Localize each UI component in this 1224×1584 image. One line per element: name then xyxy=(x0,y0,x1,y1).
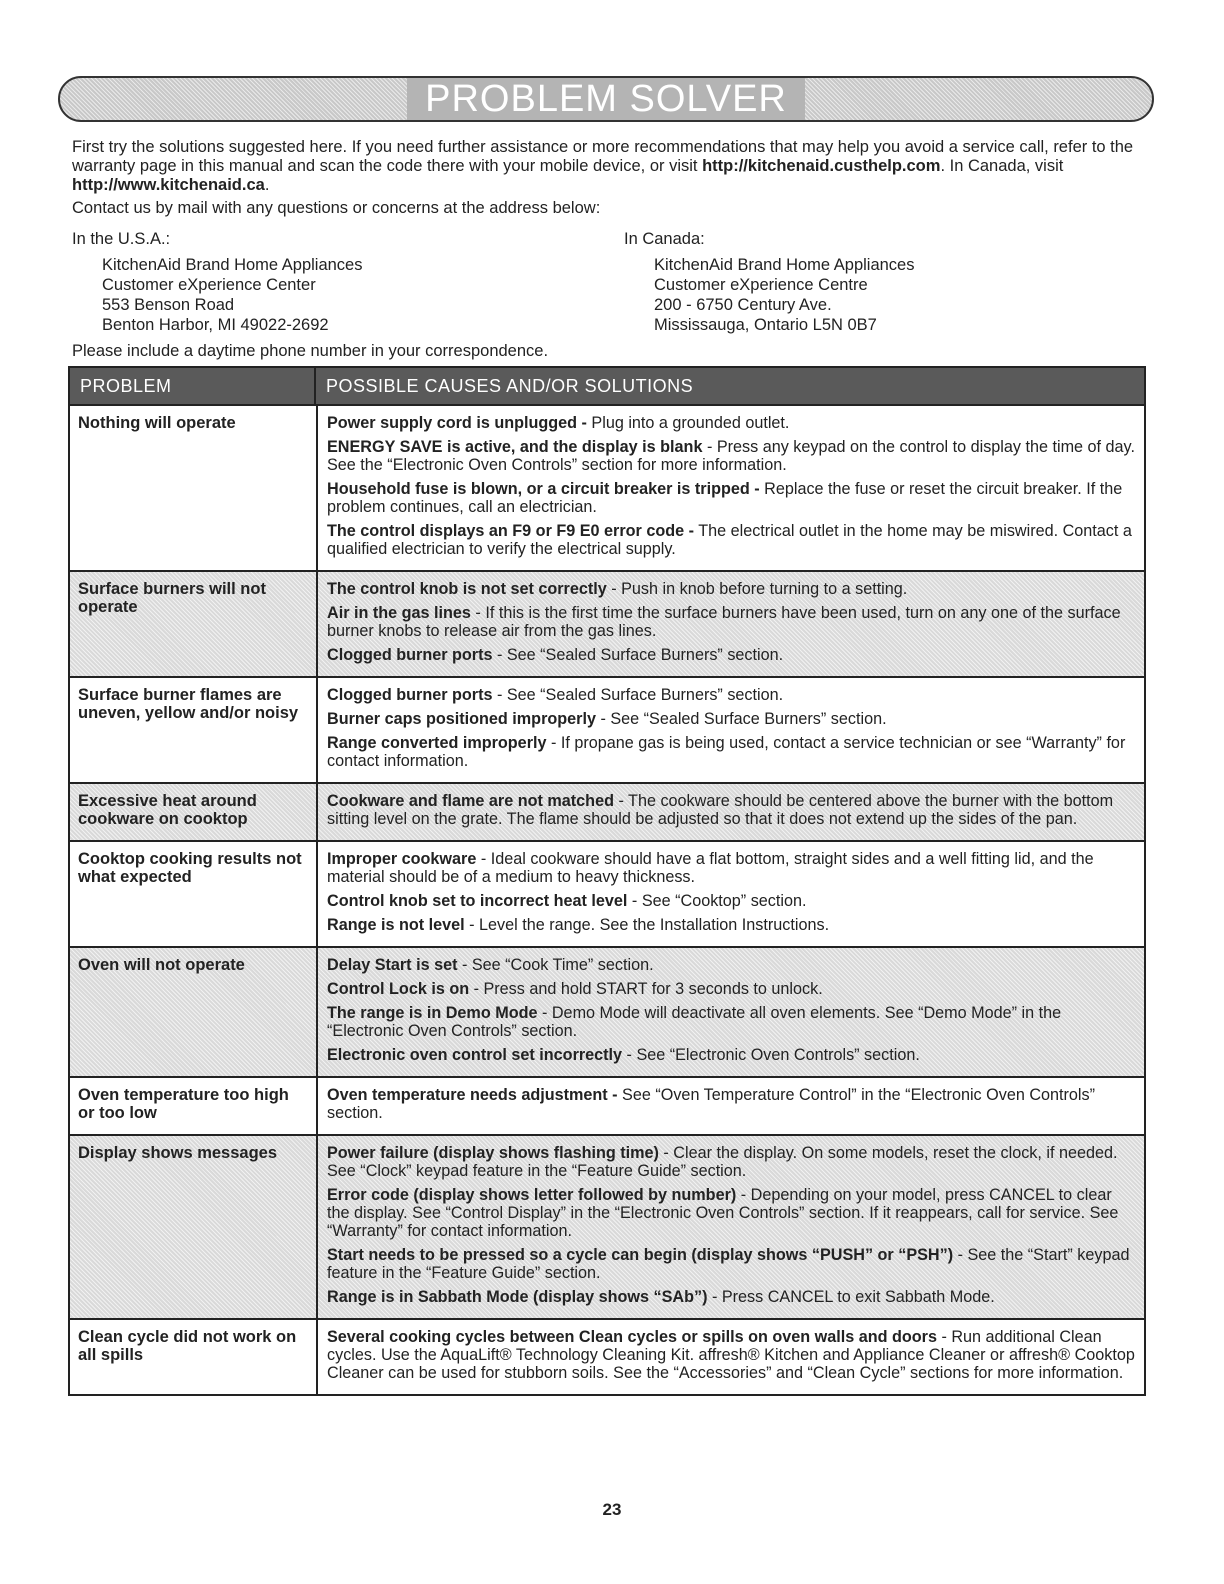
solutions-cell xyxy=(318,948,1144,1076)
solution-item xyxy=(327,850,1136,886)
cause-label: Delay Start is set xyxy=(327,956,458,974)
problem-cell: Cooktop cooking results not what expected xyxy=(70,842,318,946)
title-banner xyxy=(58,76,1154,122)
canada-heading: In Canada: xyxy=(624,230,705,248)
solutions-cell xyxy=(318,406,1144,570)
solution-item xyxy=(327,604,1136,640)
solution-item xyxy=(327,522,1136,558)
problem-cell: Display shows messages xyxy=(70,1136,318,1318)
solution-item xyxy=(327,414,1136,432)
cause-label: Range is in Sabbath Mode (display shows “SAb”) xyxy=(327,1288,708,1306)
cause-label: Power supply cord is unplugged - xyxy=(327,414,587,432)
usa-address xyxy=(102,255,363,335)
solutions-cell xyxy=(318,842,1144,946)
canada-address-line: KitchenAid Brand Home Appliances xyxy=(654,256,915,274)
table-row xyxy=(70,570,1144,676)
solution-text: - Demo Mode will deactivate all oven elements. See “Demo Mode” in the “Electronic Oven Controls” section. xyxy=(327,1004,1062,1040)
solution-text: - Push in knob before turning to a setting. xyxy=(606,580,908,598)
solution-item xyxy=(327,580,1136,598)
solution-text: - See “Sealed Surface Burners” section. xyxy=(492,686,784,704)
intro-text-c: . xyxy=(264,176,270,194)
problem-cell: Oven temperature too high or too low xyxy=(70,1078,318,1134)
solution-text: - See “Electronic Oven Controls” section. xyxy=(622,1046,920,1064)
cause-label: Control knob set to incorrect heat level xyxy=(327,892,628,910)
cause-label: The control displays an F9 or F9 E0 error code - xyxy=(327,522,695,540)
solutions-cell xyxy=(318,1320,1144,1394)
solution-item xyxy=(327,1328,1136,1382)
phone-note: Please include a daytime phone number in your correspondence. xyxy=(72,342,549,360)
solution-item xyxy=(327,1246,1136,1282)
cause-label: Power failure (display shows flashing time) xyxy=(327,1144,659,1162)
cause-label: Oven temperature needs adjustment - xyxy=(327,1086,618,1104)
cause-label: Control Lock is on xyxy=(327,980,470,998)
table-row xyxy=(70,946,1144,1076)
table-header xyxy=(70,368,1144,404)
page-title: PROBLEM SOLVER xyxy=(407,78,805,120)
problem-cell: Nothing will operate xyxy=(70,406,318,570)
canada-address-line: Customer eXperience Centre xyxy=(654,276,868,294)
solution-text: - If propane gas is being used, contact a service technician or see “Warranty” for contact information. xyxy=(327,734,1126,770)
solution-item xyxy=(327,710,1136,728)
table-row xyxy=(70,782,1144,840)
solution-text: - If this is the first time the surface burners have been used, turn on any one of the surface burner knobs to release air from the gas lines. xyxy=(327,604,1121,640)
solution-text: - Run additional Clean cycles. Use the AquaLift® Technology Cleaning Kit. affresh® Kitchen and Appliance Cleaner or affresh® Cooktop Cleaner can be used for stubborn soils. See the “Accessories” and “Clean Cycle” sections for more information. xyxy=(327,1328,1135,1382)
solution-text: Plug into a grounded outlet. xyxy=(586,414,790,432)
solution-item xyxy=(327,438,1136,474)
header-solutions: POSSIBLE CAUSES AND/OR SOLUTIONS xyxy=(326,376,694,396)
solution-text: - Clear the display. On some models, reset the clock, if needed. See “Clock” keypad feature in the “Feature Guide” section. xyxy=(327,1144,1118,1180)
canada-link[interactable]: http://www.kitchenaid.ca xyxy=(72,176,265,194)
table-row xyxy=(70,1076,1144,1134)
cause-label: Error code (display shows letter followed by number) xyxy=(327,1186,737,1204)
custhelp-link[interactable]: http://kitchenaid.custhelp.com xyxy=(702,157,941,175)
solution-item xyxy=(327,734,1136,770)
cause-label: The range is in Demo Mode xyxy=(327,1004,538,1022)
solution-text: - Depending on your model, press CANCEL to clear the display. See “Control Display” in the “Electronic Oven Controls” section. If it reappears, call for service. See “Warranty” for contact information. xyxy=(327,1186,1119,1240)
solution-item xyxy=(327,1144,1136,1180)
table-row xyxy=(70,676,1144,782)
cause-label: The control knob is not set correctly xyxy=(327,580,607,598)
canada-address-line: 200 - 6750 Century Ave. xyxy=(654,296,832,314)
solution-item xyxy=(327,480,1136,516)
problem-cell: Excessive heat around cookware on cooktop xyxy=(70,784,318,840)
solutions-cell xyxy=(318,1078,1144,1134)
cause-label: Clogged burner ports xyxy=(327,686,493,704)
problem-cell: Clean cycle did not work on all spills xyxy=(70,1320,318,1394)
solution-item xyxy=(327,686,1136,704)
table-row xyxy=(70,1134,1144,1318)
solutions-cell xyxy=(318,1136,1144,1318)
solution-text: - See “Sealed Surface Burners” section. xyxy=(492,646,784,664)
solution-item xyxy=(327,792,1136,828)
usa-address-line: 553 Benson Road xyxy=(102,296,235,314)
cause-label: Burner caps positioned improperly xyxy=(327,710,596,728)
solution-text: - Ideal cookware should have a flat bottom, straight sides and a well fitting lid, and the material should be of a medium to heavy thickness. xyxy=(327,850,1094,886)
cause-label: Electronic oven control set incorrectly xyxy=(327,1046,623,1064)
solution-item xyxy=(327,1046,1136,1064)
table-row xyxy=(70,1318,1144,1394)
problem-table xyxy=(68,366,1146,1396)
cause-label: Cookware and flame are not matched xyxy=(327,792,614,810)
solution-text: - The cookware should be centered above the burner with the bottom sitting level on the grate. The flame should be adjusted so that it does not extend up the sides of the pan. xyxy=(327,792,1114,828)
solutions-cell xyxy=(318,784,1144,840)
problem-cell: Oven will not operate xyxy=(70,948,318,1076)
cause-label: Clogged burner ports xyxy=(327,646,493,664)
cause-label: ENERGY SAVE is active, and the display is blank xyxy=(327,438,703,456)
solution-text: - See “Cooktop” section. xyxy=(627,892,807,910)
header-problem: PROBLEM xyxy=(70,368,316,404)
solution-item xyxy=(327,1086,1136,1122)
cause-label: Several cooking cycles between Clean cycles or spills on oven walls and doors xyxy=(327,1328,937,1346)
solution-item xyxy=(327,1004,1136,1040)
solution-text: - See the “Start” keypad feature in the “Feature Guide” section. xyxy=(327,1246,1130,1282)
usa-address-line: Customer eXperience Center xyxy=(102,276,316,294)
solution-item xyxy=(327,892,1136,910)
table-body xyxy=(70,404,1144,1394)
cause-label: Improper cookware xyxy=(327,850,477,868)
table-row xyxy=(70,404,1144,570)
solution-text: The electrical outlet in the home may be miswired. Contact a qualified electrician to verify the electrical supply. xyxy=(327,522,1132,558)
solution-item xyxy=(327,956,1136,974)
solution-text: See “Oven Temperature Control” in the “Electronic Oven Controls” section. xyxy=(327,1086,1095,1122)
solutions-cell xyxy=(318,572,1144,676)
page-number: 23 xyxy=(602,1500,622,1519)
cause-label: Start needs to be pressed so a cycle can begin (display shows “PUSH” or “PSH”) xyxy=(327,1246,954,1264)
cause-label: Household fuse is blown, or a circuit breaker is tripped - xyxy=(327,480,760,498)
canada-address-line: Mississauga, Ontario L5N 0B7 xyxy=(654,316,877,334)
solutions-cell xyxy=(318,678,1144,782)
solution-item xyxy=(327,916,1136,934)
intro-text-a: First try the solutions suggested here. If you need further assistance or more recommendations that may help you avoid a service call, refer to the warranty page in this manual and scan the code there with your mobile device, or visit xyxy=(72,138,1134,175)
solution-item xyxy=(327,980,1136,998)
usa-address-line: KitchenAid Brand Home Appliances xyxy=(102,256,363,274)
cause-label: Air in the gas lines xyxy=(327,604,471,622)
intro-section xyxy=(72,138,1152,218)
table-row xyxy=(70,840,1144,946)
intro-text-b: . In Canada, visit xyxy=(940,157,1064,175)
solution-text: - Level the range. See the Installation Instructions. xyxy=(464,916,830,934)
problem-cell: Surface burner flames are uneven, yellow and/or noisy xyxy=(70,678,318,782)
usa-address-line: Benton Harbor, MI 49022-2692 xyxy=(102,316,329,334)
solution-text: - Press any keypad on the control to display the time of day. See the “Electronic Oven Controls” section for more information. xyxy=(327,438,1135,474)
cause-label: Range is not level xyxy=(327,916,465,934)
solution-text: - See “Sealed Surface Burners” section. xyxy=(595,710,887,728)
solution-item xyxy=(327,1186,1136,1240)
contact-paragraph: Contact us by mail with any questions or concerns at the address below: xyxy=(72,199,601,217)
solution-text: - See “Cook Time” section. xyxy=(457,956,654,974)
intro-paragraph xyxy=(72,138,1152,195)
usa-heading: In the U.S.A.: xyxy=(72,230,171,248)
solution-text: - Press and hold START for 3 seconds to unlock. xyxy=(469,980,823,998)
canada-address xyxy=(654,255,915,335)
solution-item xyxy=(327,646,1136,664)
cause-label: Range converted improperly xyxy=(327,734,547,752)
solution-item xyxy=(327,1288,1136,1306)
problem-cell: Surface burners will not operate xyxy=(70,572,318,676)
solution-text: Replace the fuse or reset the circuit breaker. If the problem continues, call an electrician. xyxy=(327,480,1123,516)
solution-text: - Press CANCEL to exit Sabbath Mode. xyxy=(707,1288,995,1306)
